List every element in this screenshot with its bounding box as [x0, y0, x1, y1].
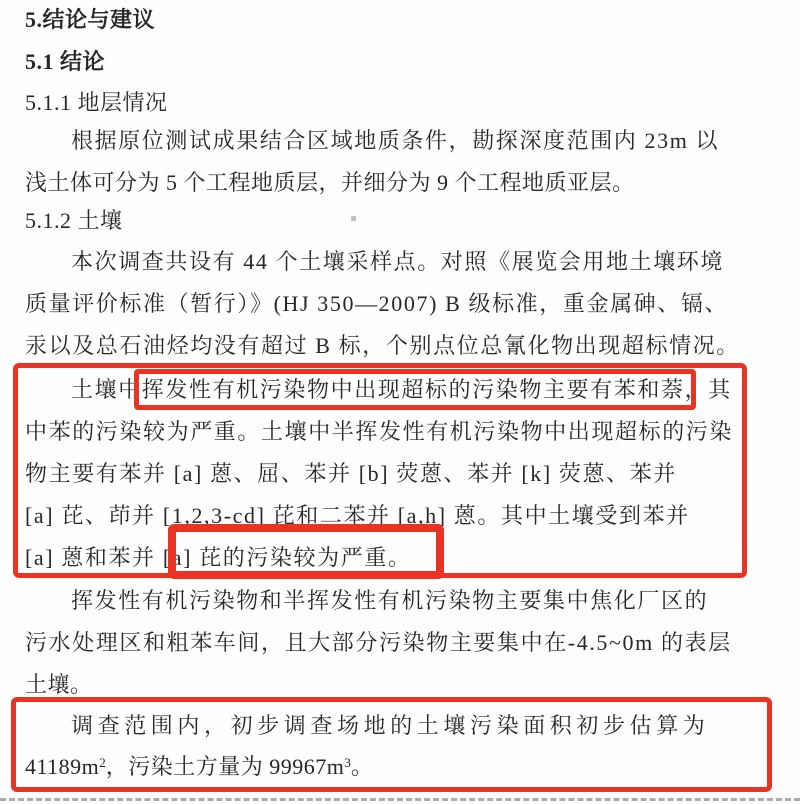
paragraph-survey-line: 质量评价标准（暂行）》(HJ 350—2007) B 级标准，重金属砷、镉、: [25, 291, 729, 316]
paragraph-distribution-line: 土壤。: [25, 672, 93, 697]
square-meter-superscript: 2: [99, 755, 106, 770]
heading-soil: 5.1.2 土壤: [25, 208, 123, 233]
heading-conclusions: 5.1 结论: [25, 49, 106, 74]
estimate-volume-value: ，污染土方量为 99967m: [105, 754, 345, 779]
page-bottom-rule: [0, 798, 800, 801]
cubic-meter-superscript: 3: [344, 755, 351, 770]
paragraph-estimate-line: 调查范围内，初步调查场地的土壤污染面积初步估算为: [71, 713, 710, 738]
paragraph-organics-line: 物主要有苯并 [a] 蒽、屈、苯并 [b] 荧蒽、苯并 [k] 荧蒽、苯并: [25, 461, 677, 486]
sentence-end: 。: [350, 754, 374, 779]
heading-stratum-situation: 5.1.1 地层情况: [25, 90, 168, 115]
scan-artifact: [351, 216, 356, 221]
paragraph-stratum-line: 根据原位测试成果结合区域地质条件，勘探深度范围内 23m 以: [71, 128, 720, 153]
heading-conclusions-recommendations: 5.结论与建议: [25, 7, 156, 32]
estimate-area-value: 41189m: [25, 754, 100, 779]
paragraph-stratum-line: 浅土体可分为 5 个工程地质层，并细分为 9 个工程地质亚层。: [25, 170, 635, 195]
paragraph-survey-line: 汞以及总石油烃均没有超过 B 标，个别点位总氰化物出现超标情况。: [25, 333, 740, 358]
paragraph-distribution-line: 挥发性有机污染物和半挥发性有机污染物主要集中焦化厂区的: [71, 588, 709, 613]
paragraph-survey-line: 本次调查共设有 44 个土壤采样点。对照《展览会用地土壤环境: [71, 249, 725, 274]
paragraph-organics-line: [a] 蒽和苯并 [a] 芘的污染较为严重。: [25, 545, 412, 570]
paragraph-organics-line: [a] 芘、茚并 [1,2,3-cd] 芘和二苯并 [a,h] 蒽。其中土壤受到苯并: [25, 503, 690, 528]
paragraph-organics-line: 中苯的污染较为严重。土壤中半挥发性有机污染物中出现超标的污染: [25, 419, 734, 444]
paragraph-distribution-line: 污水处理区和粗苯车间，且大部分污染物主要集中在-4.5~0m 的表层: [25, 630, 732, 655]
paragraph-estimate-line: [25, 752, 373, 782]
paragraph-organics-line: 土壤中挥发性有机污染物中出现超标的污染物主要有苯和萘，其: [71, 377, 732, 402]
